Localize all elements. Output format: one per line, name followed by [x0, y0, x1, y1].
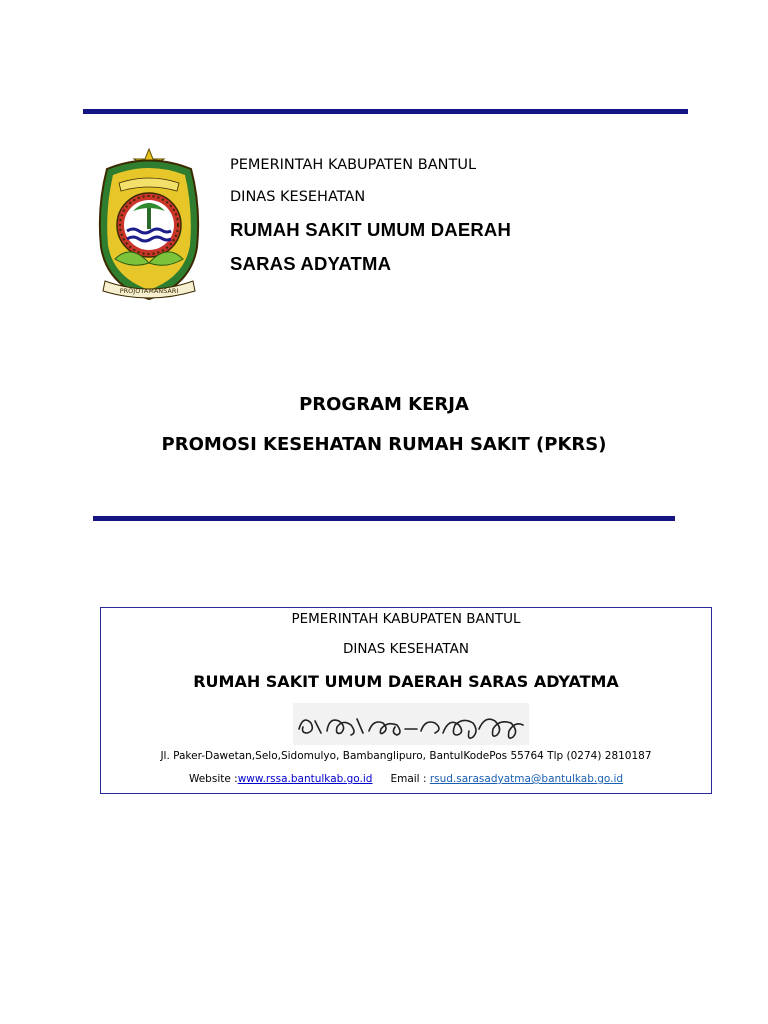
- footer-contact-line: [101, 773, 711, 785]
- footer-department: DINAS KESEHATAN: [343, 641, 469, 657]
- document-subtitle: PROMOSI KESEHATAN RUMAH SAKIT (PKRS): [161, 434, 607, 455]
- footer-hospital-name: RUMAH SAKIT UMUM DAERAH SARAS ADYATMA: [193, 672, 619, 691]
- header-department: DINAS KESEHATAN: [230, 189, 366, 205]
- header-hospital-line1: RUMAH SAKIT UMUM DAERAH: [230, 219, 512, 240]
- header-hospital-line2: SARAS ADYATMA: [230, 253, 392, 274]
- svg-text:PROJOTAMANSARI: PROJOTAMANSARI: [119, 287, 179, 295]
- middle-divider: [93, 516, 675, 521]
- email-link[interactable]: rsud.sarasadyatma@bantulkab.go.id: [429, 773, 624, 785]
- website-link[interactable]: www.rssa.bantulkab.go.id: [237, 773, 373, 785]
- letterhead-box: [100, 607, 712, 794]
- javanese-script-name-icon: [293, 703, 529, 745]
- top-divider: [83, 109, 688, 114]
- footer-government: PEMERINTAH KABUPATEN BANTUL: [291, 611, 521, 627]
- document-title: PROGRAM KERJA: [299, 394, 469, 415]
- header-government: PEMERINTAH KABUPATEN BANTUL: [230, 157, 477, 173]
- website-label: Website :: [188, 773, 238, 785]
- email-label: Email :: [390, 773, 430, 785]
- bantul-regency-seal-icon: [93, 147, 205, 303]
- footer-address: Jl. Paker-Dawetan,Selo,Sidomulyo, Bambanglipuro, BantulKodePos 55764 Tlp (0274) 2810187: [160, 750, 652, 762]
